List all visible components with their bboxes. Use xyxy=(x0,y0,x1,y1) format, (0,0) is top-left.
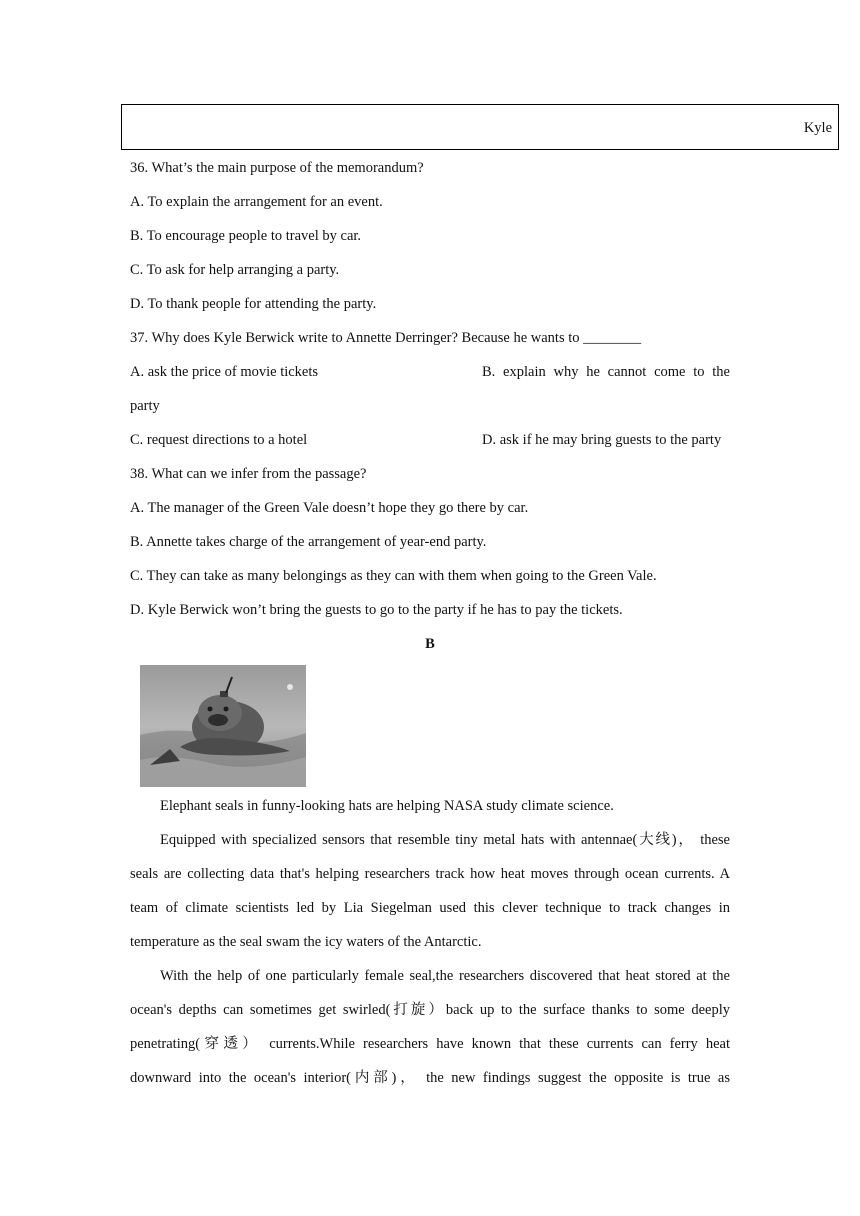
q38-option-d: D. Kyle Berwick won’t bring the guests to go to the party if he has to pay the tickets. xyxy=(130,602,623,618)
paragraph-2-line-2: seals are collecting data that's helping researchers track how heat moves through ocean currents. A xyxy=(130,866,730,882)
paragraph-1: Elephant seals in funny-looking hats are helping NASA study climate science. xyxy=(160,798,614,814)
q37-row-ab xyxy=(130,355,730,389)
q37-option-a: A. ask the price of movie tickets xyxy=(130,364,319,380)
q37-row-cd xyxy=(130,423,730,457)
document-body xyxy=(130,151,730,1095)
q38-option-a: A. The manager of the Green Vale doesn’t hope they go there by car. xyxy=(130,500,529,516)
memo-signature: Kyle xyxy=(803,120,832,136)
q37-option-c: C. request directions to a hotel xyxy=(130,432,308,448)
q38-option-c: C. They can take as many belongings as they can with them when going to the Green Vale. xyxy=(130,568,657,584)
paragraph-3-line-1: With the help of one particularly female seal,the researchers discovered that heat stored at the xyxy=(160,968,730,984)
memo-box xyxy=(121,104,839,150)
q36-option-b: B. To encourage people to travel by car. xyxy=(130,228,362,244)
q36-option-c: C. To ask for help arranging a party. xyxy=(130,262,340,278)
q38-stem: 38. What can we infer from the passage? xyxy=(130,466,367,482)
elephant-seal-photo xyxy=(140,665,306,787)
q38-option-b: B. Annette takes charge of the arrangement of year-end party. xyxy=(130,534,487,550)
q37-option-b: B. explain why he cannot come to the xyxy=(482,364,730,380)
q36-stem: 36. What’s the main purpose of the memorandum? xyxy=(130,160,424,176)
paragraph-3-line-3: penetrating(穿透） currents.While researchers have known that these currents can ferry heat xyxy=(130,1036,730,1052)
q37-stem: 37. Why does Kyle Berwick write to Annette Derringer? Because he wants to ________ xyxy=(130,330,642,346)
paragraph-2-line-4: temperature as the seal swam the icy waters of the Antarctic. xyxy=(130,934,482,950)
paragraph-3-line-4: downward into the ocean's interior(内部)， the new findings suggest the opposite is true as xyxy=(130,1070,730,1086)
section-b-heading: B xyxy=(425,636,435,652)
q37-option-d: D. ask if he may bring guests to the party xyxy=(482,432,722,448)
q36-option-a: A. To explain the arrangement for an event. xyxy=(130,194,383,210)
q37-option-b-continued: party xyxy=(130,398,160,414)
paragraph-2-line-1: Equipped with specialized sensors that resemble tiny metal hats with antennae(大线)， these xyxy=(160,832,730,848)
paragraph-2-line-3: team of climate scientists led by Lia Siegelman used this clever technique to track changes in xyxy=(130,900,730,916)
paragraph-3-line-2: ocean's depths can sometimes get swirled(打旋）back up to the surface thanks to some deeply xyxy=(130,1002,730,1018)
q36-option-d: D. To thank people for attending the party. xyxy=(130,296,377,312)
